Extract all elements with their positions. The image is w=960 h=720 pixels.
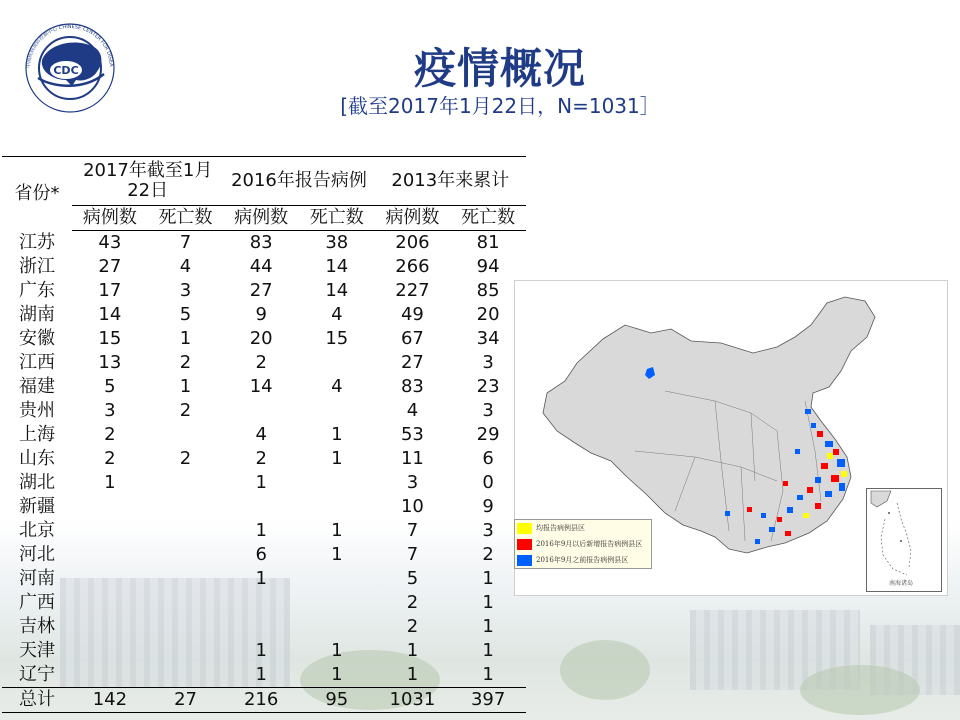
value-cell: 15 <box>98 328 122 349</box>
legend-label: 2016年9月以后新增报告病例县区 <box>536 540 643 548</box>
table-row <box>2 471 526 495</box>
value-cell: 2 <box>104 448 116 469</box>
value-cell: 23 <box>476 376 500 397</box>
value-cell: 1 <box>104 472 116 493</box>
value-cell: 3 <box>179 280 192 301</box>
value-cell: 81 <box>476 232 500 253</box>
value-cell: 85 <box>476 280 500 301</box>
value-cell: 3 <box>482 520 494 541</box>
tree <box>800 665 920 715</box>
value-cell: 2 <box>104 424 116 445</box>
value-cell <box>148 495 224 519</box>
table-row <box>2 543 526 567</box>
value-cell: 3 <box>482 352 494 373</box>
value-cell: 1 <box>255 664 267 685</box>
value-cell: 13 <box>98 352 122 373</box>
south-sea-inset <box>866 488 942 592</box>
value-cell <box>72 495 148 519</box>
province-header: 省份* <box>2 157 72 231</box>
province-cell: 总计 <box>2 688 72 713</box>
value-cell: 94 <box>476 256 500 277</box>
cdc-logo <box>14 20 126 116</box>
value-cell <box>299 615 375 639</box>
value-cell: 1 <box>331 520 343 541</box>
legend-swatch-blue <box>517 555 532 566</box>
province-cell: 湖南 <box>19 304 56 325</box>
value-cell: 1 <box>331 424 343 445</box>
value-cell: 14 <box>98 304 122 325</box>
value-cell: 27 <box>400 352 424 373</box>
value-cell: 1 <box>331 664 343 685</box>
value-cell <box>223 399 299 423</box>
value-cell: 4 <box>331 376 343 397</box>
value-cell: 2 <box>255 448 267 469</box>
value-cell: 83 <box>249 232 273 253</box>
value-cell: 44 <box>249 256 273 277</box>
value-cell <box>148 663 224 688</box>
value-cell: 27 <box>148 688 224 713</box>
value-cell: 7 <box>406 520 419 541</box>
value-cell <box>148 639 224 663</box>
value-cell: 10 <box>400 496 424 517</box>
province-cell: 天津 <box>19 640 56 661</box>
group-header-cumulative: 2013年来累计 <box>375 157 526 206</box>
province-cell: 贵州 <box>19 400 56 421</box>
value-cell: 0 <box>482 472 494 493</box>
legend-item <box>515 552 651 568</box>
sub-header-cases: 病例数 <box>223 206 299 231</box>
group-header-2017: 2017年截至1月22日 <box>72 157 223 206</box>
china-land <box>543 297 875 553</box>
province-cell: 福建 <box>19 376 56 397</box>
value-cell: 1 <box>179 376 192 397</box>
province-cell: 广东 <box>19 280 56 301</box>
value-cell: 4 <box>331 304 343 325</box>
value-cell <box>148 591 224 615</box>
value-cell: 53 <box>400 424 424 445</box>
province-cell: 上海 <box>19 424 56 445</box>
value-cell: 206 <box>395 232 430 253</box>
table-body <box>2 231 526 713</box>
tree <box>560 640 650 700</box>
value-cell <box>148 471 224 495</box>
province-cell: 浙江 <box>19 256 56 277</box>
cases-table <box>2 156 526 713</box>
value-cell: 29 <box>476 424 500 445</box>
value-cell: 9 <box>255 304 267 325</box>
value-cell <box>299 351 375 375</box>
value-cell: 2 <box>482 544 494 565</box>
map-legend <box>514 519 652 569</box>
value-cell <box>72 567 148 591</box>
value-cell: 2 <box>179 400 192 421</box>
table-row <box>2 399 526 423</box>
value-cell: 1 <box>255 520 267 541</box>
value-cell: 2 <box>406 616 419 637</box>
table-row <box>2 615 526 639</box>
table-row <box>2 495 526 519</box>
value-cell <box>299 567 375 591</box>
value-cell: 6 <box>255 544 267 565</box>
value-cell: 2 <box>255 352 267 373</box>
value-cell: 5 <box>406 568 419 589</box>
legend-swatch-red <box>517 539 532 550</box>
value-cell <box>223 495 299 519</box>
value-cell <box>72 543 148 567</box>
value-cell: 1 <box>482 616 494 637</box>
group-header-2016: 2016年报告病例 <box>223 157 374 206</box>
value-cell <box>72 663 148 688</box>
value-cell: 2 <box>406 592 419 613</box>
logo-text: CDC <box>53 64 79 77</box>
value-cell <box>148 615 224 639</box>
table-row <box>2 327 526 351</box>
legend-label: 2016年9月之前报告病例县区 <box>536 556 629 564</box>
value-cell: 1 <box>331 544 343 565</box>
logo-ring-text: 中国疾病预防控制中心 CHINESE CENTER FOR DISEA <box>25 23 115 69</box>
value-cell: 83 <box>400 376 424 397</box>
value-cell: 1 <box>331 448 343 469</box>
value-cell: 1 <box>406 640 419 661</box>
table-row <box>2 375 526 399</box>
value-cell: 27 <box>98 256 122 277</box>
sub-header-deaths: 死亡数 <box>299 206 375 231</box>
value-cell: 2 <box>179 448 192 469</box>
table-row <box>2 231 526 256</box>
page-title: 疫情概况 <box>413 44 586 93</box>
value-cell: 1 <box>482 640 494 661</box>
table-row <box>2 567 526 591</box>
value-cell: 5 <box>179 304 192 325</box>
value-cell <box>223 615 299 639</box>
value-cell: 20 <box>476 304 500 325</box>
table-row <box>2 639 526 663</box>
value-cell: 11 <box>400 448 424 469</box>
province-cell: 辽宁 <box>19 664 56 685</box>
sub-header-cases: 病例数 <box>375 206 451 231</box>
value-cell: 216 <box>223 688 299 713</box>
value-cell <box>148 567 224 591</box>
province-cell: 江西 <box>19 352 56 373</box>
table-row <box>2 255 526 279</box>
value-cell: 14 <box>249 376 273 397</box>
province-cell: 新疆 <box>19 496 56 517</box>
province-cell: 河南 <box>19 568 56 589</box>
sub-header-deaths: 死亡数 <box>450 206 526 231</box>
value-cell: 9 <box>482 496 494 517</box>
value-cell: 1 <box>406 664 419 685</box>
value-cell <box>72 519 148 543</box>
value-cell: 67 <box>400 328 424 349</box>
value-cell <box>72 639 148 663</box>
value-cell: 2 <box>179 352 192 373</box>
value-cell <box>72 615 148 639</box>
table-row <box>2 423 526 447</box>
value-cell: 1 <box>482 568 494 589</box>
value-cell: 14 <box>325 280 349 301</box>
table-row <box>2 303 526 327</box>
value-cell: 1031 <box>375 688 451 713</box>
value-cell: 1 <box>482 664 494 685</box>
value-cell: 3 <box>104 400 116 421</box>
table-row <box>2 351 526 375</box>
value-cell <box>299 591 375 615</box>
value-cell: 4 <box>406 400 419 421</box>
legend-swatch-yellow <box>517 523 532 534</box>
province-cell: 河北 <box>19 544 56 565</box>
value-cell: 3 <box>406 472 419 493</box>
value-cell: 1 <box>255 472 267 493</box>
value-cell <box>148 519 224 543</box>
table-row <box>2 519 526 543</box>
value-cell: 14 <box>325 256 349 277</box>
value-cell: 20 <box>249 328 273 349</box>
value-cell: 4 <box>255 424 267 445</box>
value-cell: 5 <box>104 376 116 397</box>
legend-item <box>515 520 651 536</box>
value-cell: 15 <box>325 328 349 349</box>
value-cell: 27 <box>249 280 273 301</box>
value-cell: 34 <box>476 328 500 349</box>
table-row <box>2 591 526 615</box>
province-cell: 安徽 <box>19 328 56 349</box>
value-cell: 266 <box>395 256 430 277</box>
table-row <box>2 663 526 688</box>
value-cell: 17 <box>98 280 122 301</box>
value-cell <box>148 423 224 447</box>
value-cell <box>223 591 299 615</box>
value-cell: 1 <box>331 640 343 661</box>
value-cell: 49 <box>400 304 424 325</box>
page-subtitle: [截至2017年1月22日，N=1031］ <box>340 94 660 118</box>
province-cell: 广西 <box>19 592 56 613</box>
value-cell <box>299 399 375 423</box>
legend-item <box>515 536 651 552</box>
province-cell: 北京 <box>19 520 56 541</box>
value-cell: 1 <box>255 640 267 661</box>
value-cell: 1 <box>179 328 192 349</box>
value-cell: 1 <box>255 568 267 589</box>
province-cell: 山东 <box>19 448 56 469</box>
value-cell: 7 <box>179 232 192 253</box>
table-row <box>2 279 526 303</box>
value-cell: 142 <box>72 688 148 713</box>
value-cell: 95 <box>299 688 375 713</box>
value-cell <box>299 495 375 519</box>
value-cell: 6 <box>482 448 494 469</box>
value-cell <box>299 471 375 495</box>
province-cell: 江苏 <box>19 231 56 253</box>
legend-label: 均报告病例县区 <box>536 524 585 532</box>
value-cell: 7 <box>406 544 419 565</box>
value-cell: 4 <box>179 256 192 277</box>
value-cell: 43 <box>98 232 122 253</box>
value-cell: 38 <box>325 232 349 253</box>
value-cell: 3 <box>482 400 494 421</box>
value-cell <box>148 543 224 567</box>
value-cell: 227 <box>395 280 430 301</box>
value-cell <box>72 591 148 615</box>
province-cell: 湖北 <box>19 472 56 493</box>
sub-header-cases: 病例数 <box>72 206 148 231</box>
province-cell: 吉林 <box>19 616 56 637</box>
value-cell: 397 <box>450 688 526 713</box>
value-cell: 1 <box>482 592 494 613</box>
sub-header-deaths: 死亡数 <box>148 206 224 231</box>
table-row <box>2 447 526 471</box>
total-row <box>2 688 526 713</box>
inset-label: 南海诸岛 <box>889 580 914 587</box>
